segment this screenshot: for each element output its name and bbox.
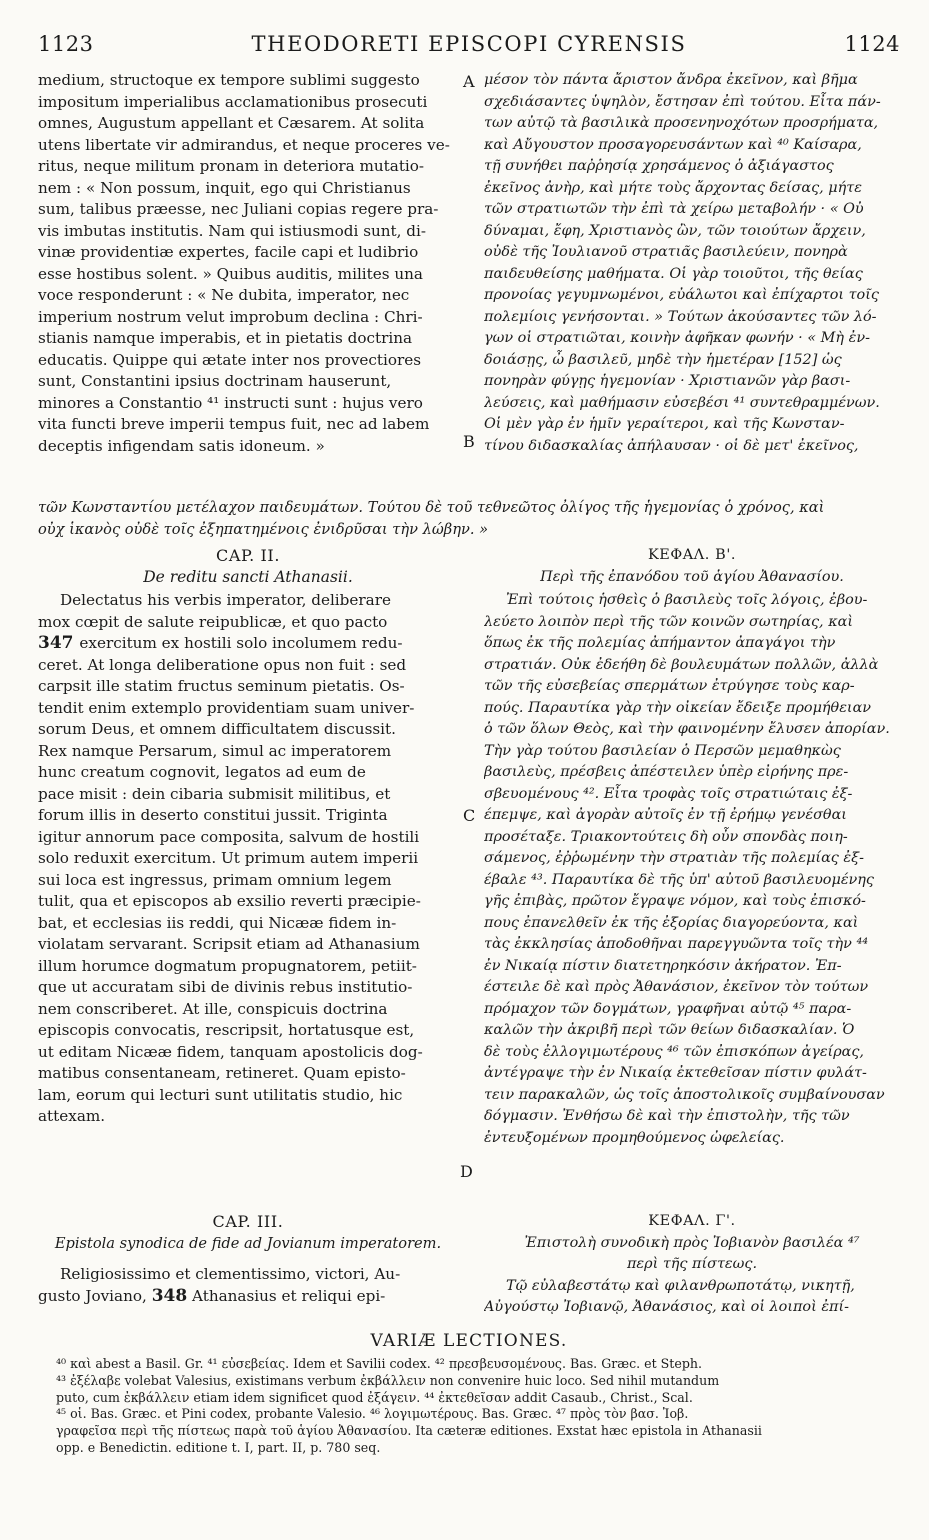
greek-line: έβαλε ⁴³. Παραυτίκα δὲ τῆς ὑπ' αὐτοῦ βασιλευομένης	[484, 871, 874, 888]
latin-line: vita functi breve imperii tempus fuit, nec ad labem	[38, 415, 430, 433]
greek-line: σάμενος, ἐῤῥωμένην τὴν στρατιὰν τῆς πολεμίας ἐξ-	[484, 850, 864, 866]
column-number-347: 347	[38, 633, 80, 653]
latin-line: tendit enim extemplo providentiam suam univer-	[38, 698, 415, 717]
greek-cap2-heading: ΚΕΦΑΛ. Β'.	[647, 547, 737, 563]
running-header	[38, 32, 900, 62]
latin-line: matibus consentaneam, retineret. Quam episto-	[38, 1064, 406, 1082]
latin-line: gusto Joviano, 348 Athanasius et reliqui epi-	[38, 1285, 386, 1306]
greek-line: Αὐγούστῳ Ἰοβιανῷ, Ἀθανάσιος, καὶ οἱ λοιποὶ ἐπί-	[484, 1299, 850, 1315]
latin-line: ut editam Nicææ fidem, tanquam apostolicis dog-	[38, 1042, 423, 1061]
latin-line: que ut accuratam sibi de divinis rebus institutio-	[38, 978, 413, 996]
latin-line: violatam servarant. Scripsit etiam ad Athanasium	[38, 935, 420, 953]
right-page-number: 1124	[844, 32, 900, 56]
margin-marker-b: B	[463, 432, 475, 451]
variae-note-line: γραφεῖσα περὶ τῆς πίστεως παρὰ τοῦ ἁγίου Ἀθανασίου. Ita cæteræ editiones. Exstat hæc epistola in Athanasii	[56, 1423, 762, 1439]
latin-cap3-heading: CAP. III.	[212, 1212, 284, 1231]
latin-cap3-section	[38, 1211, 458, 1307]
greek-line: δύναμαι, ἔφη, Χριστιανὸς ὢν, τῶν τοιούτων ἄρχειν,	[484, 222, 866, 239]
left-page-number: 1123	[38, 32, 94, 56]
greek-line: Τῷ εὐλαβεστάτῳ καὶ φιλανθρωποτάτῳ, νικητῇ,	[506, 1277, 855, 1294]
variae-note-line: ⁴³ ἐξέλαβε volebat Valesius, existimans verbum ἐκβάλλειν non convenire huic loco. Sed nihil mutandum	[56, 1372, 720, 1388]
greek-line: σχεδιάσαντες ὑψηλὸν, ἔστησαν ἐπὶ τούτου. Εἶτα πάν-	[484, 93, 881, 110]
running-title: THEODORETI EPISCOPI CYRENSIS	[251, 32, 687, 56]
greek-line: σβευομένους ⁴². Εἶτα τροφὰς τοῖς στρατιώταις ἐξ-	[484, 785, 853, 802]
greek-line: ὅπως ἐκ τῆς πολεμίας ἀπήμαντον ἀπαγάγοι τὴν	[484, 635, 836, 651]
latin-line: episcopis convocatis, rescripsit, hortatusque est,	[38, 1021, 415, 1039]
latin-line: Religiosissimo et clementissimo, victori, Au-	[60, 1265, 401, 1283]
latin-line: deceptis infigendam satis idoneum. »	[38, 436, 325, 455]
greek-column-top	[484, 70, 900, 457]
greek-line: ἀντέγραψε τὴν ἐν Νικαίᾳ ἐκτεθεῖσαν πίστιν φυλάτ-	[484, 1065, 867, 1081]
latin-line: pace misit : dein cibaria submisit militibus, et	[38, 784, 391, 803]
latin-line: hunc creatum cognovit, legatos ad eum de	[38, 763, 366, 781]
greek-line: έπεμψε, καὶ ἀγορὰν αὐτοῖς ἐν τῇ ἐρήμῳ γενέσθαι	[484, 807, 847, 823]
greek-line: τίνου διδασκαλίας ἀπήλαυσαν · οἱ δὲ μετ' ἐκεῖνος,	[484, 437, 859, 454]
greek-line: πρόμαχον τῶν δογμάτων, γραφῆναι αὐτῷ ⁴⁵ παρα-	[484, 1000, 852, 1017]
latin-line: carpsit ille statim fructus seminum pietatis. Os-	[38, 677, 405, 695]
greek-line: Τὴν γὰρ τούτου βασιλείαν ὁ Περσῶν μεμαθηκὼς	[484, 742, 841, 759]
greek-cap3-lines	[484, 1276, 900, 1319]
latin-line: nem : « Non possum, inquit, ego qui Christianus	[38, 178, 411, 197]
latin-line: educatis. Quippe qui ætate inter nos provectiores	[38, 350, 422, 369]
latin-line: sum, talibus præesse, nec Juliani copias regere pra-	[38, 200, 439, 218]
greek-line: ἐντευξομένων προμηθούμενος ὠφελείας.	[484, 1129, 785, 1146]
latin-line: esse hostibus solent. » Quibus auditis, milites una	[38, 264, 423, 283]
greek-line: πους ἐπανελθεῖν ἐκ τῆς ἐξορίας διαγορεύοντα, καὶ	[484, 914, 859, 931]
latin-column-top	[38, 70, 458, 457]
latin-line: ceret. At longa deliberatione opus non fuit : sed	[38, 655, 407, 674]
greek-line: τῇ συνήθει παῤῥησίᾳ χρησάμενος ὁ ἀξιάγαστος	[484, 158, 834, 174]
greek-span-line: τῶν Κωνσταντίου μετέλαχον παιδευμάτων. Τούτου δὲ τοῦ τεθνεῶτος ὀλίγος τῆς ἡγεμονίας ὁ χρόνος, καὶ	[38, 499, 825, 516]
greek-line: δὲ τοὺς ἐλλογιμωτέρους ⁴⁶ τῶν ἐπισκόπων ἀγείρας,	[484, 1043, 865, 1060]
latin-line: minores a Constantio ⁴¹ instructi sunt : hujus vero	[38, 393, 423, 412]
latin-line: nem conscriberet. At ille, conspicuis doctrina	[38, 999, 388, 1018]
latin-line: 347 exercitum ex hostili solo incolumem redu-	[38, 633, 403, 653]
latin-line: illum horumce dogmatum propugnatorem, petiit-	[38, 956, 417, 975]
variae-note-line: opp. e Benedictin. editione t. I, part. II, p. 780 seq.	[56, 1439, 381, 1455]
greek-span-line: οὐχ ἱκανὸς οὐδὲ τοῖς ἐξηπατημένοις ἐνιδρῦσαι τὴν λώβην. »	[38, 520, 489, 538]
greek-spanning-lines	[38, 497, 900, 540]
greek-line: ἐν Νικαίᾳ πίστιν διατετηρηκόσιν ἀκήρατον. Ἐπ-	[484, 957, 842, 974]
greek-line: πούς. Παραυτίκα γὰρ τὴν οἰκείαν ἔδειξε προμήθειαν	[484, 699, 872, 716]
greek-line: καὶ Αὔγουστον προσαγορευσάντων καὶ ⁴⁰ Καίσαρα,	[484, 136, 862, 153]
latin-line: sorum Deus, et omnem difficultatem discussit.	[38, 720, 396, 738]
greek-line: γῆς ἐπιβὰς, πρῶτον ἔγραψε νόμον, καὶ τοὺς ἐπισκό-	[484, 893, 866, 909]
greek-cap2-section	[484, 545, 900, 1149]
latin-line: vinæ providentiæ expertes, facile capi et ludibrio	[38, 243, 419, 261]
latin-line: ritus, neque militum pronam in deteriora mutatio-	[38, 157, 425, 175]
latin-line: medium, structoque ex tempore sublimi suggesto	[38, 71, 420, 89]
latin-line: sui loca est ingressus, primam omnium legem	[38, 870, 392, 889]
greek-cap2-subtitle: Περὶ τῆς ἐπανόδου τοῦ ἁγίου Ἀθανασίου.	[540, 568, 844, 585]
margin-marker-a: A	[463, 72, 475, 91]
latin-line: Rex namque Persarum, simul ac imperatorem	[38, 741, 392, 760]
latin-cap2-section	[38, 545, 458, 1128]
variae-note-line: ⁴⁰ καὶ abest a Basil. Gr. ⁴¹ εὐσεβείας. Idem et Savilii codex. ⁴² πρεσβευσομένους. Bas. Græc. et Steph.	[56, 1356, 703, 1371]
greek-cap2-lines	[484, 588, 900, 1149]
greek-line: ὁ τῶν ὅλων Θεὸς, καὶ τὴν φαινομένην ἔλυσεν ἀπορίαν.	[484, 721, 890, 737]
latin-line: voce responderunt : « Ne dubita, imperator, nec	[38, 286, 410, 304]
latin-line: mox cœpit de salute reipublicæ, et quo pacto	[38, 612, 388, 631]
greek-line: τειν παρακαλῶν, ὡς τοῖς ἀποστολικοῖς συμβαίνουσαν	[484, 1086, 885, 1103]
greek-line: λεύσεις, καὶ μαθήμασιν εὐσεβέσι ⁴¹ συντεθραμμένων.	[484, 394, 880, 411]
greek-cap3-subtitle-1: Ἐπιστολὴ συνοδικὴ πρὸς Ἰοβιανὸν βασιλέα ⁴⁷	[524, 1234, 860, 1251]
latin-line: lam, eorum qui lecturi sunt utilitatis studio, hic	[38, 1085, 403, 1104]
greek-line: παιδευθείσης μαθήματα. Οἱ γὰρ τοιοῦτοι, τῆς θείας	[484, 265, 863, 282]
latin-line: bat, et ecclesias iis reddi, qui Nicææ fidem in-	[38, 913, 397, 932]
latin-cap3-lines	[38, 1254, 458, 1307]
greek-line: έστειλε δὲ καὶ πρὸς Ἀθανάσιον, ἐκεῖνον τὸν τούτων	[484, 979, 869, 995]
greek-line: οὐδὲ τῆς Ἰουλιανοῦ στρατιᾶς βασιλεύειν, πονηρὰ	[484, 244, 848, 260]
latin-cap2-heading: CAP. II.	[215, 546, 281, 565]
latin-line: solo reduxit exercitum. Ut primum autem imperii	[38, 849, 419, 867]
margin-marker-d: D	[460, 1162, 473, 1181]
greek-line: καλῶν τὴν ἀκριβῆ περὶ τῶν θείων διδασκαλίαν. Ὁ	[484, 1022, 855, 1038]
greek-line: μέσον τὸν πάντα ἄριστον ἄνδρα ἐκεῖνον, καὶ βῆμα	[484, 72, 858, 88]
latin-line: attexam.	[38, 1107, 106, 1125]
latin-line: igitur annorum pace composita, salvum de hostili	[38, 827, 420, 846]
latin-top-lines	[38, 70, 458, 457]
greek-line: τῶν στρατιωτῶν τὴν ἐπὶ τὰ χείρω μεταβολήν · « Οὐ	[484, 201, 864, 217]
greek-line: δοιάσῃς, ὦ βασιλεῦ, μηδὲ τὴν ἡμετέραν [152] ὡς	[484, 351, 842, 368]
greek-line: τῶν τῆς εὐσεβείας σπερμάτων ἐτρύγησε τοὺς καρ-	[484, 678, 855, 694]
latin-line: stianis namque imperabis, et in pietatis doctrina	[38, 329, 413, 347]
latin-line: imperium nostrum velut improbum declina : Chri-	[38, 307, 423, 326]
latin-cap2-lines	[38, 588, 458, 1128]
greek-line: προνοίας γεγυμνωμένοι, εὐάλωτοι καὶ ἐπίχαρτοι τοῖς	[484, 287, 879, 303]
greek-line: λεύετο λοιπὸν περὶ τῆς τῶν κοινῶν σωτηρίας, καὶ	[484, 613, 853, 630]
latin-line: sunt, Constantini ipsius doctrinam hauserunt,	[38, 372, 392, 390]
greek-line: πολεμίοις γενήσονται. » Τούτων ἀκούσαντες τῶν λό-	[484, 308, 877, 325]
greek-line: των αὐτῷ τὰ βασιλικὰ προσενηνοχότων προσρήματα,	[484, 115, 879, 131]
margin-marker-c: C	[463, 806, 476, 825]
greek-line: πονηρὰν φύγῃς ἡγεμονίαν · Χριστιανῶν γὰρ βασι-	[484, 373, 851, 389]
greek-line: Οἱ μὲν γὰρ ἐν ἡμῖν γεραίτεροι, καὶ τῆς Κωνσταν-	[484, 416, 845, 432]
greek-cap3-section	[484, 1211, 900, 1319]
greek-line: στρατιάν. Οὐκ ἐδεήθη δὲ βουλευμάτων πολλῶν, ἀλλὰ	[484, 656, 879, 673]
column-number-348: 348	[151, 1285, 188, 1306]
variae-lectiones-heading: VARIÆ LECTIONES.	[370, 1331, 568, 1351]
latin-line: vis imbutas institutis. Nam qui istiusmodi sunt, di-	[38, 221, 427, 240]
latin-line: Delectatus his verbis imperator, deliberare	[60, 591, 391, 609]
variae-note-line: ⁴⁵ οἱ. Bas. Græc. et Pini codex, probante Valesio. ⁴⁶ λογιμωτέρους. Bas. Græc. ⁴⁷ πρὸς τὸν βασ. Ἰοβ.	[56, 1406, 689, 1422]
greek-line: προσέταξε. Τριακοντούτεις δὴ οὖν σπονδὰς ποιη-	[484, 828, 848, 845]
greek-line: τὰς ἐκκλησίας ἀποδοθῆναι παρεγγυῶντα τοῖς τὴν ⁴⁴	[484, 936, 868, 952]
greek-line: βασιλεὺς, πρέσβεις ἀπέστειλεν ὑπὲρ εἰρήνης πρε-	[484, 764, 849, 780]
greek-line: Ἐπὶ τούτοις ἡσθεὶς ὁ βασιλεὺς τοῖς λόγοις, ἐβου-	[506, 592, 868, 608]
greek-line: δόγμασιν. Ἐνθήσω δὲ καὶ τὴν ἐπιστολὴν, τῆς τῶν	[484, 1108, 850, 1124]
latin-line: forum illis in deserto constitui jussit. Triginta	[38, 806, 388, 824]
greek-cap3-subtitle-2: περὶ τῆς πίστεως.	[626, 1256, 758, 1272]
variae-note-line: puto, cum ἐκβάλλειν etiam idem significet quod ἐξάγειν. ⁴⁴ ἐκτεθεῖσαν addit Casaub., Christ., Scal.	[56, 1389, 693, 1405]
latin-line: impositum imperialibus acclamationibus prosecuti	[38, 92, 428, 111]
greek-cap3-heading: ΚΕΦΑΛ. Γ'.	[648, 1213, 736, 1229]
greek-line: γων οἱ στρατιῶται, κοινὴν ἀφῆκαν φωνήν · « Μὴ ἐν-	[484, 330, 870, 346]
latin-line: tulit, qua et episcopos ab exsilio reverti præcipie-	[38, 892, 421, 910]
latin-line: omnes, Augustum appellant et Cæsarem. At solita	[38, 114, 425, 132]
variae-lectiones-notes	[56, 1356, 902, 1457]
latin-cap2-subtitle: De reditu sancti Athanasii.	[143, 567, 353, 586]
greek-line: ἐκεῖνος ἀνὴρ, καὶ μήτε τοὺς ἄρχοντας δείσας, μήτε	[484, 179, 862, 196]
latin-line: utens libertate vir admirandus, et neque proceres ve-	[38, 135, 450, 154]
latin-cap3-subtitle: Epistola synodica de fide ad Jovianum imperatorem.	[54, 1234, 442, 1252]
greek-top-lines	[484, 70, 900, 457]
